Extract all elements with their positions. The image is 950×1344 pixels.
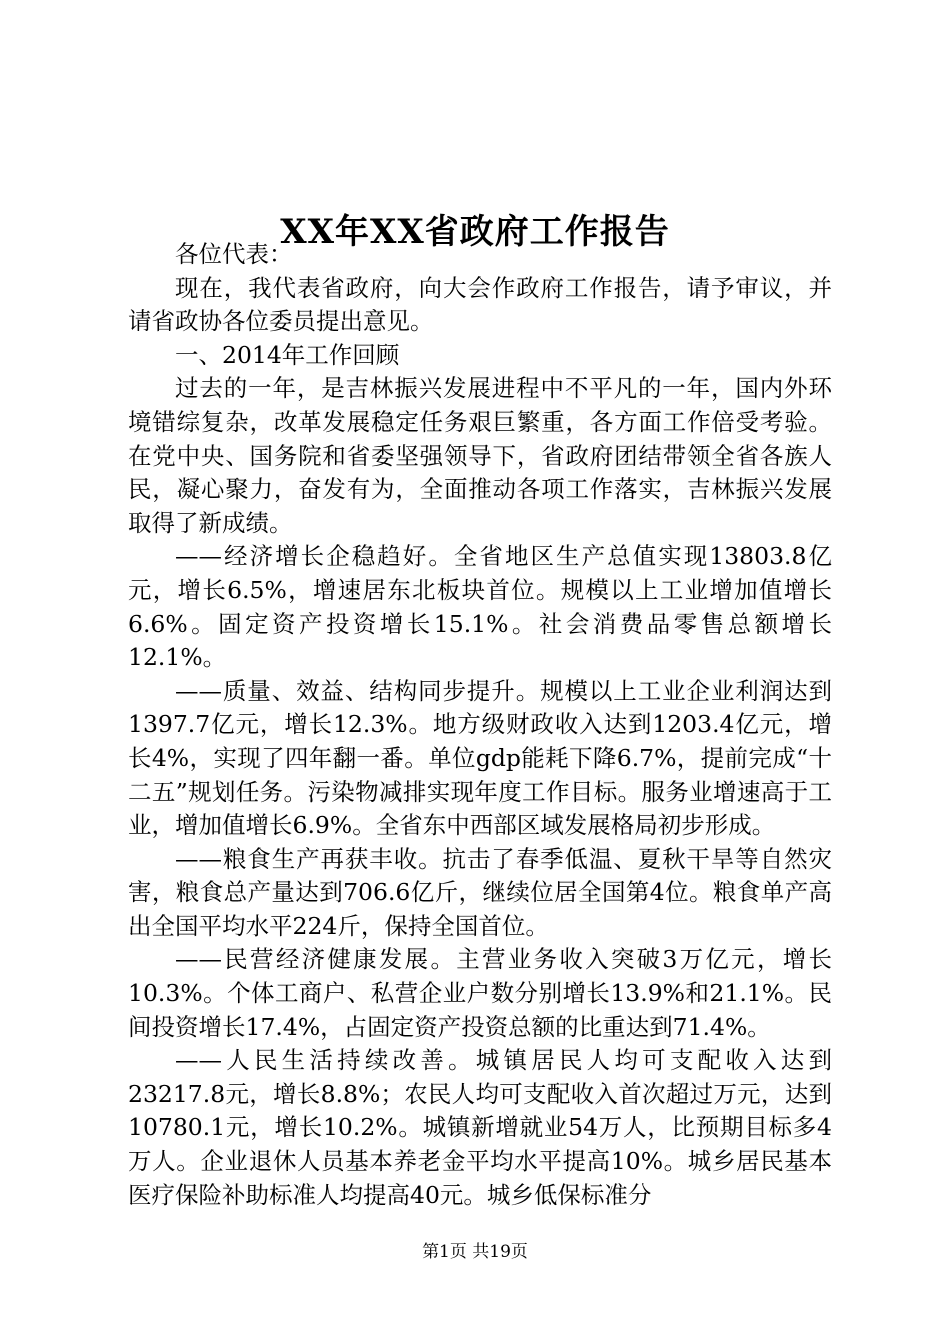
quality-paragraph: ——质量、效益、结构同步提升。规模以上工业企业利润达到1397.7亿元，增长12.3%。地方级财政收入达到1203.4亿元，增长4%，实现了四年翻一番。单位gdp能耗下降6.7%，提前完成“十二五”规划任务。污染物减排实现年度工作目标。服务业增速高于工业，增加值增长6.9%。全省东中西部区域发展格局初步形成。 [128, 676, 832, 840]
section-heading: 一、2014年工作回顾 [175, 340, 400, 369]
livelihood-paragraph: ——人民生活持续改善。城镇居民人均可支配收入达到23217.8元，增长8.8%；农民人均可支配收入首次超过万元，达到10780.1元，增长10.2%。城镇新增就业54万人，比预期目标多4万人。企业退休人员基本养老金平均水平提高10%。城乡居民基本医疗保险补助标准人均提高40元。城乡低保标准分 [128, 1046, 832, 1209]
review-paragraph: 过去的一年，是吉林振兴发展进程中不平凡的一年，国内外环境错综复杂，改革发展稳定任务艰巨繁重，各方面工作倍受考验。在党中央、国务院和省委坚强领导下，省政府团结带领全省各族人民，凝心聚力，奋发有为，全面推动各项工作落实，吉林振兴发展取得了新成绩。 [128, 374, 832, 537]
document-body [128, 238, 832, 1212]
salutation-paragraph: 各位代表： [175, 240, 293, 268]
page-number-footer: 第1页 共19页 [422, 1242, 528, 1262]
intro-paragraph: 现在，我代表省政府，向大会作政府工作报告，请予审议，并请省政协各位委员提出意见。 [128, 273, 832, 336]
economy-paragraph: ——经济增长企稳趋好。全省地区生产总值实现13803.8亿元，增长6.5%，增速居东北板块首位。规模以上工业增加值增长6.6%。固定资产投资增长15.1%。社会消费品零售总额增长12.1%。 [128, 542, 832, 672]
private-economy-paragraph: ——民营经济健康发展。主营业务收入突破3万亿元，增长10.3%。个体工商户、私营企业户数分别增长13.9%和21.1%。民间投资增长17.4%，占固定资产投资总额的比重达到71.4%。 [128, 945, 832, 1041]
document-title: XX年XX省政府工作报告 [280, 211, 670, 252]
grain-paragraph: ——粮食生产再获丰收。抗击了春季低温、夏秋干旱等自然灾害，粮食总产量达到706.6亿斤，继续位居全国第4位。粮食单产高出全国平均水平224斤，保持全国首位。 [128, 844, 832, 940]
